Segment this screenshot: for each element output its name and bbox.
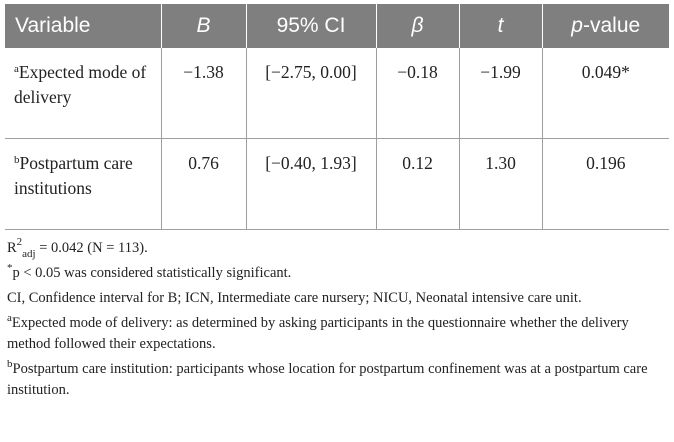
cell-variable: $^a$Expected mode of delivery <box>5 48 161 139</box>
cell-b: −1.38 <box>161 48 246 139</box>
note-b: $^b$Postpartum care institution: participants whose location for postpartum confinement was at a postpartum care institution. <box>7 358 648 398</box>
cell-t: 1.30 <box>459 139 542 230</box>
cell-ci: [−0.40, 1.93] <box>246 139 376 230</box>
header-b: B <box>161 4 246 48</box>
header-ci: 95% CI <box>246 4 376 48</box>
note-abbreviations: CI, Confidence interval for B; ICN, Intermediate care nursery; NICU, Neonatal intensive care unit. <box>7 290 582 306</box>
cell-beta: −0.18 <box>376 48 459 139</box>
regression-table-container <box>5 4 669 405</box>
header-variable: Variable <box>5 4 161 48</box>
table-footnotes <box>5 238 667 401</box>
cell-p-value: 0.196 <box>542 139 669 230</box>
table-row <box>5 139 669 230</box>
note-significance: *p < 0.05 was considered statistically significant. <box>7 262 292 281</box>
table-row <box>5 48 669 139</box>
cell-ci: [−2.75, 0.00] <box>246 48 376 139</box>
header-row <box>5 4 669 48</box>
header-p-value: p-value <box>542 4 669 48</box>
header-beta: β <box>376 4 459 48</box>
cell-b: 0.76 <box>161 139 246 230</box>
cell-variable: $^b$Postpartum care institutions <box>5 139 161 230</box>
cell-t: −1.99 <box>459 48 542 139</box>
note-a: $^a$Expected mode of delivery: as determined by asking participants in the questionnaire whether the delivery method followed their expectations. <box>7 312 629 352</box>
regression-table <box>5 4 669 230</box>
cell-beta: 0.12 <box>376 139 459 230</box>
note-r-squared: $R^2_{adj} = 0.042$ (N = 113). <box>7 236 148 260</box>
cell-p-value: 0.049* <box>542 48 669 139</box>
header-t: t <box>459 4 542 48</box>
